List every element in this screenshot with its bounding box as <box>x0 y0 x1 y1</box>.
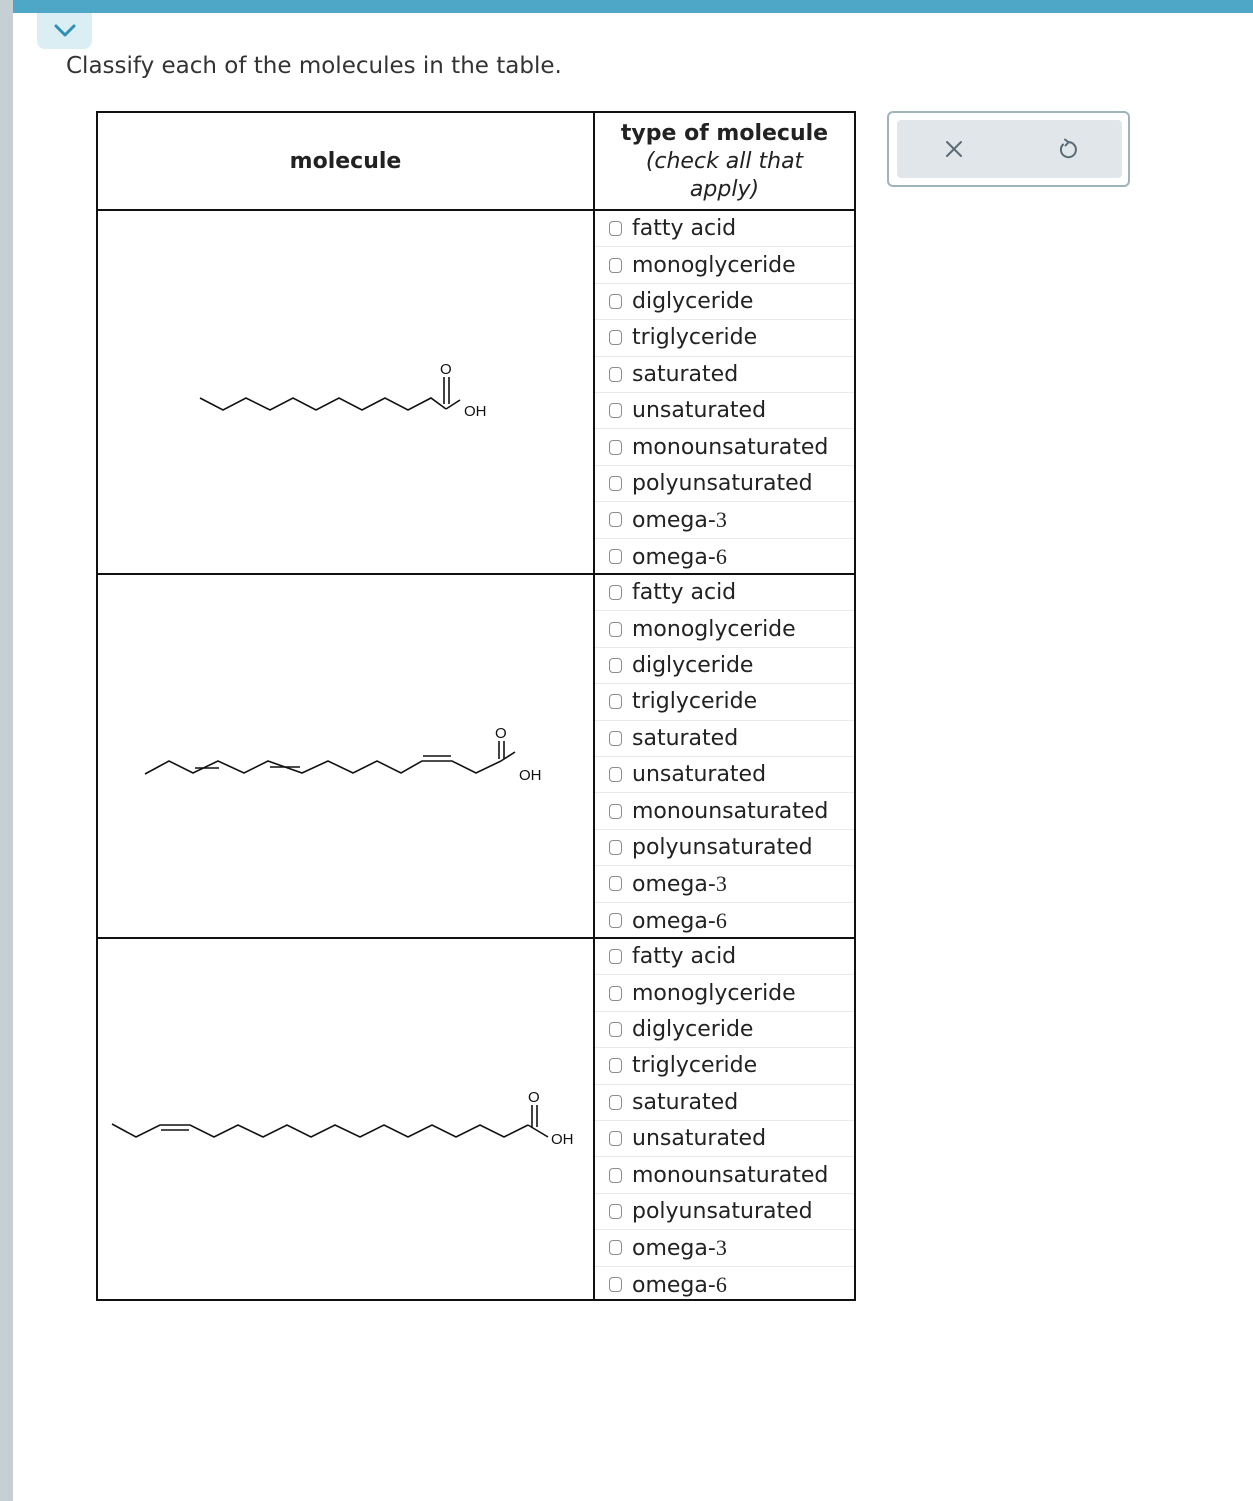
option-polyunsaturated[interactable]: polyunsaturated <box>595 466 854 502</box>
collapse-toggle-button[interactable] <box>37 13 92 49</box>
checkbox[interactable] <box>609 367 622 382</box>
header-molecule: molecule <box>289 148 402 174</box>
checkbox[interactable] <box>609 986 622 1001</box>
checkbox[interactable] <box>609 658 622 673</box>
checkbox[interactable] <box>609 330 622 345</box>
option-saturated[interactable]: saturated <box>595 357 854 393</box>
checkbox[interactable] <box>609 876 622 891</box>
checkbox[interactable] <box>609 1022 622 1037</box>
checkbox[interactable] <box>609 294 622 309</box>
undo-icon <box>1056 138 1078 160</box>
option-monounsaturated[interactable]: monounsaturated <box>595 1157 854 1193</box>
option-diglyceride[interactable]: diglyceride <box>595 284 854 320</box>
header-type-note: (check all that apply) <box>645 149 804 202</box>
checkbox[interactable] <box>609 1277 622 1292</box>
option-diglyceride[interactable]: diglyceride <box>595 1012 854 1048</box>
option-saturated[interactable]: saturated <box>595 1085 854 1121</box>
checkbox[interactable] <box>609 403 622 418</box>
classification-table <box>96 111 856 1301</box>
option-monounsaturated[interactable]: monounsaturated <box>595 429 854 465</box>
molecule-3-skeletal-formula <box>98 939 593 1301</box>
hydroxyl-label: OH <box>519 767 542 784</box>
option-polyunsaturated[interactable]: polyunsaturated <box>595 830 854 866</box>
checkbox[interactable] <box>609 1204 622 1219</box>
checkbox[interactable] <box>609 913 622 928</box>
option-fatty-acid[interactable]: fatty acid <box>595 575 854 611</box>
option-monounsaturated[interactable]: monounsaturated <box>595 793 854 829</box>
checkbox[interactable] <box>609 731 622 746</box>
checkbox[interactable] <box>609 258 622 273</box>
left-rail <box>0 0 13 1501</box>
answer-actions-bar <box>897 120 1122 178</box>
checkbox[interactable] <box>609 949 622 964</box>
checkbox[interactable] <box>609 1168 622 1183</box>
checkbox[interactable] <box>609 767 622 782</box>
checkbox[interactable] <box>609 1058 622 1073</box>
checkbox[interactable] <box>609 476 622 491</box>
hydroxyl-label: OH <box>551 1131 574 1148</box>
row-3-options <box>595 939 854 1301</box>
row-1-options <box>595 211 854 573</box>
checkbox[interactable] <box>609 694 622 709</box>
option-polyunsaturated[interactable]: polyunsaturated <box>595 1194 854 1230</box>
option-triglyceride[interactable]: triglyceride <box>595 320 854 356</box>
clear-button[interactable] <box>934 129 974 169</box>
option-triglyceride[interactable]: triglyceride <box>595 1048 854 1084</box>
option-diglyceride[interactable]: diglyceride <box>595 648 854 684</box>
option-saturated[interactable]: saturated <box>595 721 854 757</box>
option-fatty-acid[interactable]: fatty acid <box>595 211 854 247</box>
option-monoglyceride[interactable]: monoglyceride <box>595 611 854 647</box>
option-omega-3[interactable]: omega-3 <box>595 502 854 538</box>
row-2-options <box>595 575 854 937</box>
molecule-1-structure <box>98 211 593 573</box>
option-monoglyceride[interactable]: monoglyceride <box>595 247 854 283</box>
molecule-2-skeletal-formula <box>98 575 593 937</box>
checkbox[interactable] <box>609 1131 622 1146</box>
checkbox[interactable] <box>609 840 622 855</box>
question-prompt: Classify each of the molecules in the table. <box>66 53 562 79</box>
checkbox[interactable] <box>609 804 622 819</box>
checkbox[interactable] <box>609 440 622 455</box>
option-omega-3[interactable]: omega-3 <box>595 1230 854 1266</box>
molecule-1-skeletal-formula <box>98 211 593 573</box>
option-unsaturated[interactable]: unsaturated <box>595 757 854 793</box>
option-unsaturated[interactable]: unsaturated <box>595 1121 854 1157</box>
option-monoglyceride[interactable]: monoglyceride <box>595 975 854 1011</box>
oxygen-label: O <box>495 725 507 742</box>
option-fatty-acid[interactable]: fatty acid <box>595 939 854 975</box>
option-omega-6[interactable]: omega-6 <box>595 1267 854 1303</box>
checkbox[interactable] <box>609 221 622 236</box>
header-type-title: type of molecule <box>620 121 829 146</box>
option-omega-3[interactable]: omega-3 <box>595 866 854 902</box>
checkbox[interactable] <box>609 549 622 564</box>
option-omega-6[interactable]: omega-6 <box>595 903 854 939</box>
hydroxyl-label: OH <box>464 403 487 420</box>
option-omega-6[interactable]: omega-6 <box>595 539 854 575</box>
checkbox[interactable] <box>609 585 622 600</box>
chevron-down-icon <box>54 24 76 38</box>
option-unsaturated[interactable]: unsaturated <box>595 393 854 429</box>
header-type-of-molecule <box>595 113 854 209</box>
molecule-2-structure <box>98 575 593 937</box>
option-triglyceride[interactable]: triglyceride <box>595 684 854 720</box>
checkbox[interactable] <box>609 1240 622 1255</box>
oxygen-label: O <box>528 1089 540 1106</box>
reset-button[interactable] <box>1047 129 1087 169</box>
close-icon <box>945 140 963 158</box>
molecule-3-structure <box>98 939 593 1301</box>
oxygen-label: O <box>440 361 452 378</box>
answer-actions-panel <box>887 111 1130 187</box>
checkbox[interactable] <box>609 622 622 637</box>
checkbox[interactable] <box>609 1095 622 1110</box>
checkbox[interactable] <box>609 512 622 527</box>
top-accent-bar <box>13 0 1253 13</box>
